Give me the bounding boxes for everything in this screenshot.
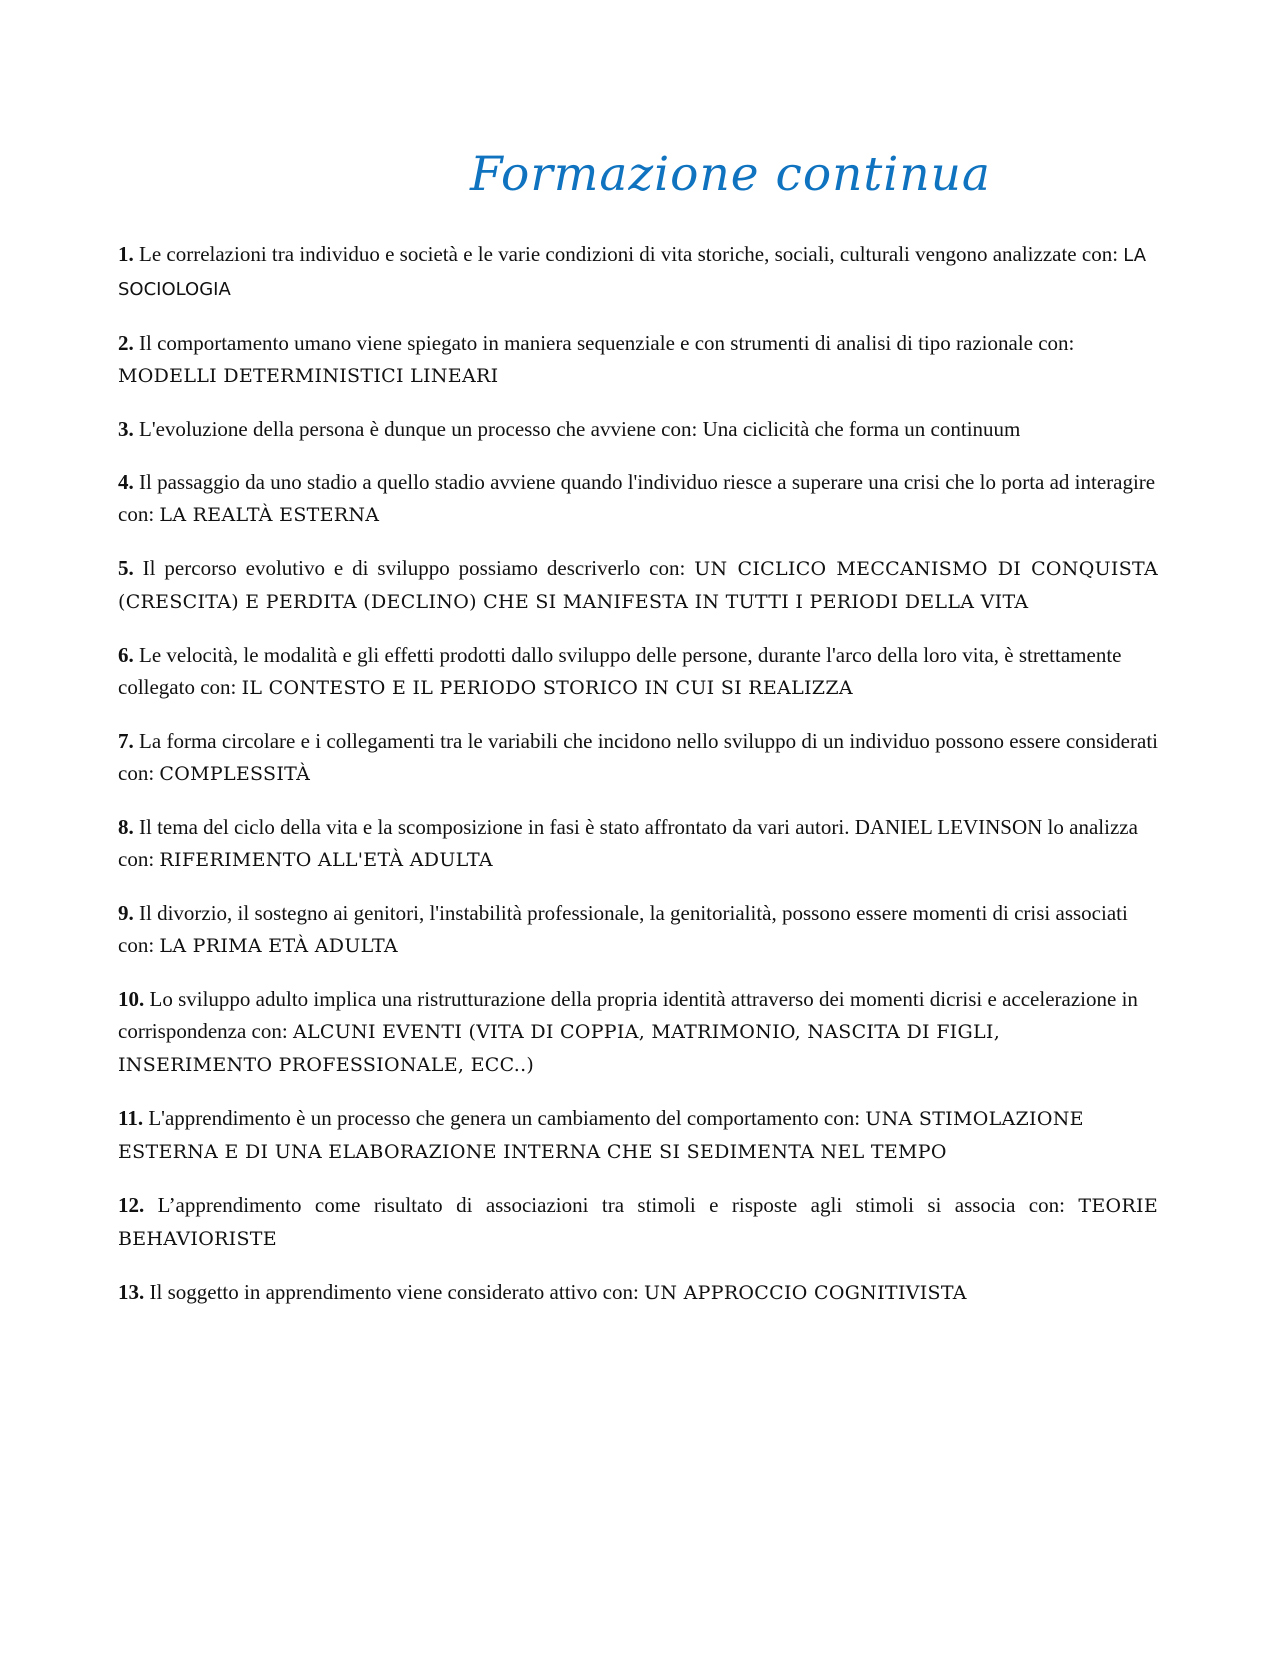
question-number: 12. <box>118 1193 145 1217</box>
question-item-2 <box>118 327 1158 392</box>
question-item-13 <box>118 1276 1158 1309</box>
question-text: Il percorso evolutivo e di sviluppo possiamo descriverlo con: <box>133 556 695 580</box>
question-item-12 <box>118 1189 1158 1255</box>
question-list <box>118 238 1158 1330</box>
answer-text: LA REALTÀ ESTERNA <box>159 504 380 526</box>
question-item-4 <box>118 466 1158 531</box>
question-text: Il soggetto in apprendimento viene considerato attivo con: <box>144 1280 645 1304</box>
answer-text: COMPLESSITÀ <box>159 763 311 785</box>
answer-text: MODELLI DETERMINISTICI LINEARI <box>118 365 499 387</box>
question-number: 6. <box>118 643 134 667</box>
question-number: 13. <box>118 1280 145 1304</box>
question-number: 10. <box>118 987 145 1011</box>
question-item-8 <box>118 811 1158 876</box>
question-number: 11. <box>118 1106 144 1130</box>
question-number: 4. <box>118 470 134 494</box>
answer-text: UN APPROCCIO COGNITIVISTA <box>644 1282 967 1304</box>
question-text: Le correlazioni tra individuo e società e le varie condizioni di vita storiche, sociali, culturali vengono analizzate con: <box>133 242 1124 266</box>
answer-text: ALCUNI EVENTI (VITA DI COPPIA, MATRIMONIO, NASCITA DI FIGLI, INSERIMENTO PROFESSIONALE, ECC..) <box>118 1021 1001 1076</box>
question-number: 2. <box>118 331 134 355</box>
question-text: L'evoluzione della persona è dunque un processo che avviene con: <box>133 417 703 441</box>
question-text: Le velocità, le modalità e gli effetti prodotti dallo sviluppo delle persone, durante l'arco della loro vita, è strettamente collegato con: <box>118 643 1122 699</box>
question-item-11 <box>118 1102 1158 1168</box>
answer-text: RIFERIMENTO ALL'ETÀ ADULTA <box>159 849 493 871</box>
question-number: 5. <box>118 556 134 580</box>
question-number: 1. <box>118 242 134 266</box>
question-text: Il tema del ciclo della vita e la scomposizione in fasi è stato affrontato da vari autori. DANIEL LEVINSON lo analizza con: <box>118 815 1138 871</box>
question-item-5 <box>118 552 1158 618</box>
question-number: 7. <box>118 729 134 753</box>
question-item-1 <box>118 238 1158 306</box>
question-text: L’apprendimento come risultato di associazioni tra stimoli e risposte agli stimoli si associa con: <box>144 1193 1079 1217</box>
question-item-6 <box>118 639 1158 704</box>
answer-text: Una ciclicità che forma un continuum <box>702 417 1021 441</box>
question-item-9 <box>118 897 1158 962</box>
answer-text: LA SOCIOLOGIA <box>118 245 1147 300</box>
question-item-3 <box>118 413 1158 445</box>
answer-text: IL CONTESTO E IL PERIODO STORICO IN CUI SI REALIZZA <box>241 677 853 699</box>
question-number: 3. <box>118 417 134 441</box>
answer-text: UNA STIMOLAZIONE ESTERNA E DI UNA ELABORAZIONE INTERNA CHE SI SEDIMENTA NEL TEMPO <box>118 1108 1084 1163</box>
question-text: L'apprendimento è un processo che genera un cambiamento del comportamento con: <box>143 1106 866 1130</box>
answer-text: TEORIE BEHAVIORISTE <box>118 1195 1158 1250</box>
question-text: Il passaggio da uno stadio a quello stadio avviene quando l'individuo riesce a superare una crisi che lo porta ad interagire con: <box>118 470 1156 526</box>
question-item-10 <box>118 983 1158 1081</box>
question-text: Il divorzio, il sostegno ai genitori, l'instabilità professionale, la genitorialità, possono essere momenti di crisi associati con: <box>118 901 1128 957</box>
question-text: Lo sviluppo adulto implica una ristrutturazione della propria identità attraverso dei momenti dicrisi e accelerazione in corrispondenza con: <box>118 987 1138 1043</box>
question-number: 8. <box>118 815 134 839</box>
document-title: Formazione continua <box>470 147 991 202</box>
answer-text: UN CICLICO MECCANISMO DI CONQUISTA (CRESCITA) E PERDITA (DECLINO) CHE SI MANIFESTA IN TUTTI I PERIODI DELLA VITA <box>118 558 1158 613</box>
question-number: 9. <box>118 901 134 925</box>
answer-text: LA PRIMA ETÀ ADULTA <box>159 935 398 957</box>
question-item-7 <box>118 725 1158 790</box>
question-text: La forma circolare e i collegamenti tra le variabili che incidono nello sviluppo di un individuo possono essere considerati con: <box>118 729 1158 785</box>
question-text: Il comportamento umano viene spiegato in maniera sequenziale e con strumenti di analisi di tipo razionale con: <box>133 331 1075 355</box>
